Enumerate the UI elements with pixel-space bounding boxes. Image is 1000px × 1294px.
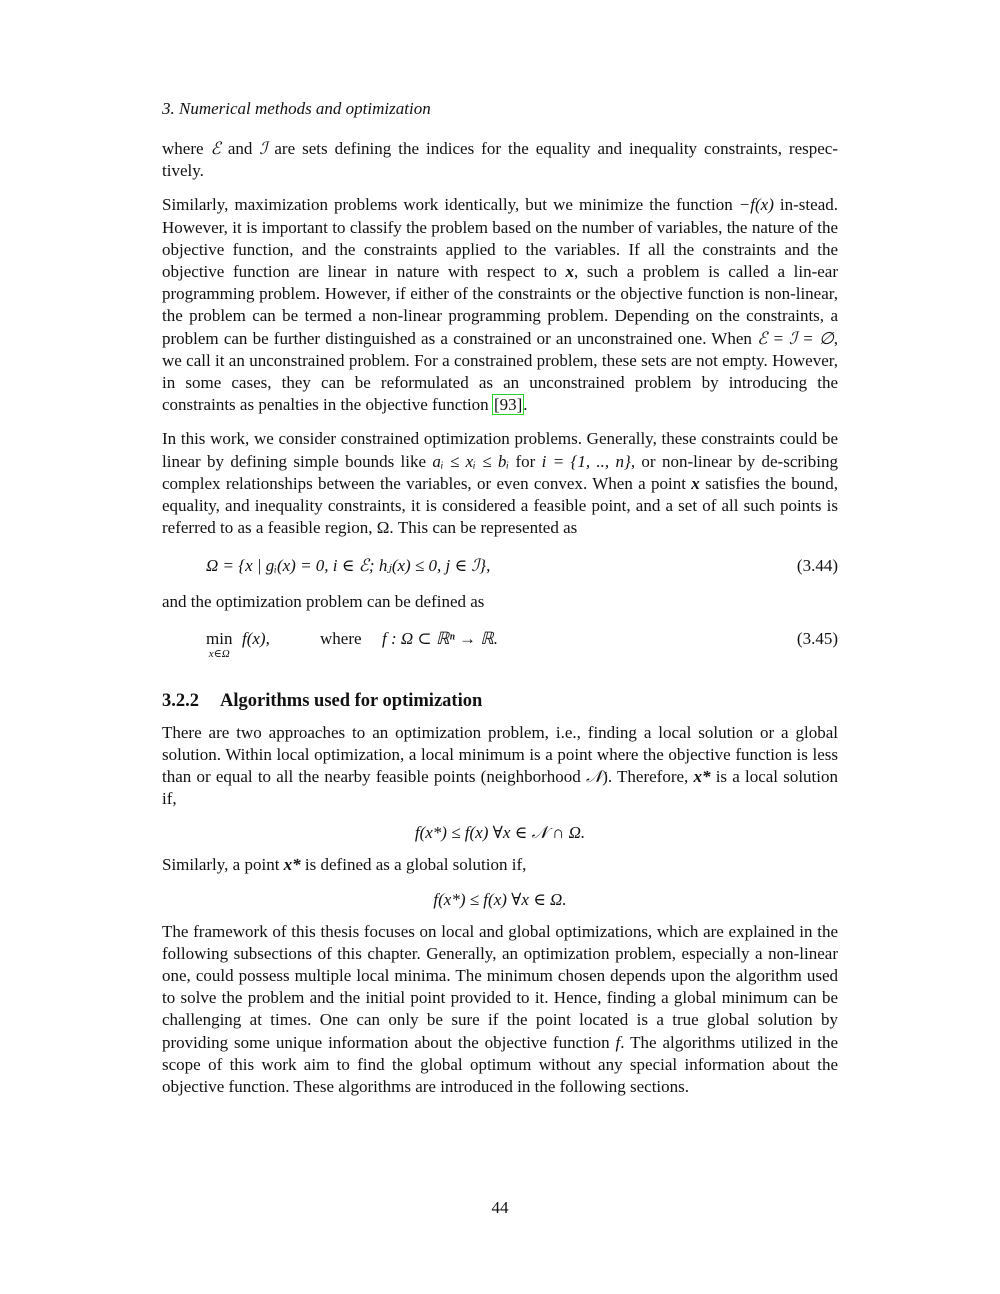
paragraph-3: [162, 428, 838, 539]
math-set-e: ℰ: [210, 139, 221, 158]
text: . The algorithms utilized in the scope of this work aim to find the global optimum without any special information about the objective function. These algorithms are introduced in the following sections.: [162, 1032, 838, 1097]
section-title: Algorithms used for optimization: [220, 690, 483, 711]
text: for: [509, 451, 542, 471]
equation-global-solution: f(x*) ≤ f(x) ∀x ∈ Ω.: [433, 889, 567, 909]
math-neg-f: −f(x): [738, 195, 774, 215]
math-set-i: ℐ: [259, 139, 268, 158]
paragraph-5: [162, 722, 838, 811]
equation-number: (3.44): [796, 556, 838, 576]
text: The framework of this thesis focuses on local and global optimizations, which are explained in the following subsections of this chapter. Generally, an optimization problem, especially a non-linear one, could possess multiple local minima. The minimum chosen depends upon the algorithm used to solve the problem and the initial point provided to it. Hence, finding a global minimum can be challenging at times. One can only be sure if the point located is a true global solution by providing some unique information about the objective function: [162, 921, 838, 1052]
paragraph-2: [162, 194, 838, 416]
math-f: f: [615, 1032, 621, 1052]
min-label: min: [206, 628, 233, 648]
text: in-stead. However, it is important to classify the problem based on the number of variables, the nature of the objective function, and the constraints applied to the variables. If all the constraints and the objective function are linear in nature with respect to: [162, 195, 838, 282]
equation-definition: f : Ω ⊂ ℝⁿ → ℝ.: [382, 628, 498, 648]
text: and: [220, 139, 260, 158]
min-operator: [206, 630, 232, 660]
math-x: x: [565, 262, 575, 282]
equation-where: where: [320, 628, 362, 648]
paragraph-1: [162, 138, 838, 182]
text: , such a problem is called a lin-ear programming problem. However, if either of the constraints or the objective function is non-linear, the problem can be termed a non-linear programming problem. Depending on the constraints, a problem can be further distinguished as a constrained or an unconstrained one. When: [162, 262, 838, 348]
math-bounds: aᵢ ≤ xᵢ ≤ bᵢ: [432, 451, 510, 471]
text: In this work, we consider constrained optimization problems. Generally, these constraints could be linear by defining simple bounds like: [162, 429, 838, 471]
paragraph-4: and the optimization problem can be defined as: [162, 592, 485, 612]
math-x: x: [691, 473, 700, 493]
math-empty-sets: ℰ = ℐ = ∅: [757, 328, 834, 348]
text: , or non-linear by de-scribing complex relationships between the variables, or even convex. When a point: [162, 451, 838, 493]
text: There are two approaches to an optimization problem, i.e., finding a local solution or a global solution. Within local optimization, a local minimum is a point where the objective function is less than or equal to all the nearby feasible points (neighborhood: [162, 722, 838, 787]
paragraph-7: [162, 921, 838, 1099]
section-number: 3.2.2: [162, 690, 199, 711]
citation-link[interactable]: [93]: [493, 395, 523, 415]
page-content: [162, 98, 838, 1110]
text: Similarly, maximization problems work identically, but we minimize the function: [162, 195, 739, 215]
text: Similarly, a point: [162, 855, 284, 875]
running-header: 3. Numerical methods and optimization: [162, 99, 431, 118]
math-neighborhood: 𝒩: [585, 767, 603, 787]
text: ). Therefore,: [602, 767, 694, 787]
equation-expression: Ω = {x | gᵢ(x) = 0, i ∈ ℰ; hⱼ(x) ≤ 0, j ∈ ℐ},: [206, 556, 491, 576]
equation-local-solution: f(x*) ≤ f(x) ∀x ∈ 𝒩 ∩ Ω.: [414, 823, 586, 843]
math-xstar: x*: [693, 767, 711, 787]
section-heading: [162, 690, 838, 712]
equation-expression: f(x),: [242, 628, 270, 648]
math-index-set: i = {1, .., n}: [541, 451, 631, 471]
math-xstar: x*: [283, 855, 301, 875]
text: .: [523, 395, 528, 415]
paragraph-6: [162, 854, 838, 876]
text: are sets defining the indices for the equality and inequality constraints, respec-tively.: [162, 139, 839, 181]
text: where: [162, 139, 211, 158]
text: is a local solution if,: [162, 767, 838, 809]
page-number: 44: [491, 1198, 509, 1217]
min-subscript: x∈Ω: [208, 647, 230, 660]
equation-3-44: [162, 551, 838, 581]
equation-3-45: [162, 626, 838, 662]
text: satisfies the bound, equality, and inequality constraints, it is considered a feasible point, and a set of all such points is referred to as a feasible region, Ω. This can be represented as: [162, 473, 838, 538]
text: , we call it an unconstrained problem. For a constrained problem, these sets are not empty. However, in some cases, they can be reformulated as an unconstrained problem by introducing the constraints as penalties in the objective function: [162, 328, 839, 415]
equation-number: (3.45): [796, 628, 838, 648]
text: is defined as a global solution if,: [300, 855, 527, 875]
